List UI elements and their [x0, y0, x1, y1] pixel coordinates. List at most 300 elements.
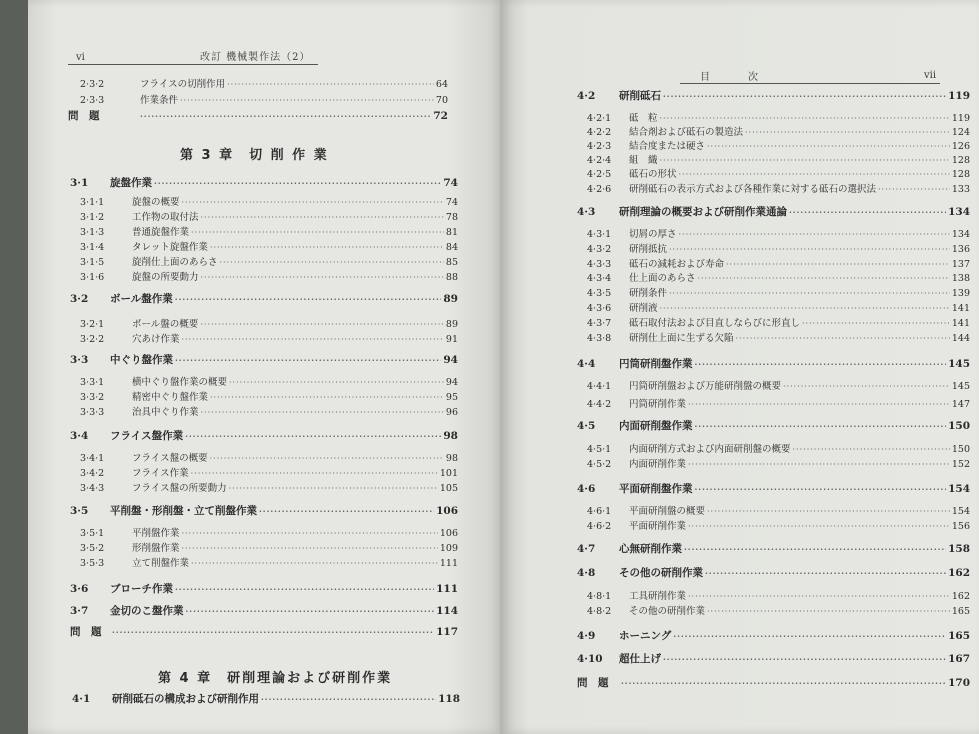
toc-entry-number: 3·3·1: [80, 377, 105, 388]
toc-entry-page: 162: [951, 591, 970, 602]
toc-entry-number: 3·5·1: [80, 528, 105, 539]
toc-entry-number: 4·10: [577, 653, 603, 665]
toc-entry: [587, 140, 970, 153]
toc-entry-title: 研削液: [629, 303, 658, 314]
toc-entry-title: ボール盤の概要: [132, 319, 199, 330]
toc-entry: [587, 590, 970, 603]
toc-entry-title: 研削理論の概要および研削作業通論: [619, 206, 787, 218]
toc-entry-number: 4·2: [577, 90, 596, 102]
toc-entry-page: 118: [438, 693, 460, 705]
toc-dot-leader: [698, 272, 950, 285]
toc-dot-leader: [140, 110, 431, 123]
toc-entry-title: 旋盤作業: [110, 177, 152, 189]
toc-entry-title: フライス盤の概要: [132, 453, 208, 464]
toc-entry-number: 3·1·2: [80, 212, 105, 223]
toc-dot-leader: [175, 583, 434, 596]
toc-entry-page: 81: [445, 227, 458, 238]
toc-entry-title: 超仕上げ: [619, 653, 661, 665]
toc-entry-page: 141: [951, 303, 970, 314]
toc-dot-leader: [182, 196, 444, 209]
toc-entry: [577, 483, 970, 496]
toc-entry-number: 4·4·1: [587, 381, 612, 392]
toc-entry: [80, 211, 458, 224]
toc-entry-title: 治具中ぐり作業: [132, 407, 199, 418]
toc-entry-page: 88: [445, 272, 458, 283]
toc-entry-title: 研削砥石の表示方式および各種作業に対する砥石の選択法: [629, 184, 877, 195]
toc-entry: [587, 126, 970, 139]
toc-dot-leader: [679, 228, 950, 241]
toc-entry-number: 4·4·2: [587, 399, 612, 410]
toc-entry-number: 4·8·1: [587, 591, 612, 602]
toc-entry-title: 研削砥石の構成および研削作用: [112, 693, 259, 705]
toc-entry: [577, 420, 970, 433]
toc-dot-leader: [688, 590, 950, 603]
toc-entry-number: 2·3·2: [80, 79, 105, 90]
toc-entry-number: 4·5: [577, 420, 596, 432]
toc-entry-title: フライス盤の所要動力: [132, 483, 227, 494]
toc-dot-leader: [669, 243, 950, 256]
toc-entry-page: 128: [951, 169, 970, 180]
toc-entry: [577, 630, 970, 643]
toc-entry-number: 4·5·2: [587, 459, 612, 470]
toc-entry-page: 101: [439, 468, 458, 479]
toc-dot-leader: [726, 258, 950, 271]
toc-entry: [587, 520, 970, 533]
toc-dot-leader: [229, 376, 444, 389]
toc-entry-page: 106: [439, 528, 458, 539]
toc-entry-number: 4·3·3: [587, 259, 612, 270]
toc-entry: [80, 406, 458, 419]
toc-entry: [587, 168, 970, 181]
toc-entry-page: 111: [436, 583, 458, 595]
toc-entry: [587, 302, 970, 315]
toc-dot-leader: [201, 406, 444, 419]
toc-dot-leader: [182, 542, 438, 555]
toc-entry-number: 4·2·6: [587, 184, 612, 195]
toc-dot-leader: [745, 126, 950, 139]
toc-entry-title: 穴あけ作業: [132, 334, 180, 345]
toc-entry-page: 109: [439, 543, 458, 554]
toc-dot-leader: [673, 630, 946, 643]
toc-dot-leader: [802, 317, 950, 330]
toc-entry: [80, 542, 458, 555]
toc-entry: [80, 333, 458, 346]
toc-dot-leader: [695, 420, 947, 433]
left-page-number: vi: [76, 52, 85, 63]
toc-entry-title: 結合度または硬さ: [629, 141, 706, 152]
toc-entry: [577, 90, 970, 103]
toc-entry: [587, 243, 970, 256]
toc-entry: [80, 271, 458, 284]
toc-dot-leader: [705, 567, 946, 580]
toc-entry-title: 精密中ぐり盤作業: [132, 392, 209, 403]
toc-entry-number: 4·3·7: [587, 318, 612, 329]
toc-entry-page: 170: [948, 677, 970, 689]
toc-dot-leader: [660, 112, 950, 125]
toc-entry-page: 78: [445, 212, 458, 223]
toc-entry: [587, 398, 970, 411]
toc-dot-leader: [736, 332, 950, 345]
toc-entry-title: 砥石取付法および目直しならびに形直し: [629, 318, 801, 329]
toc-entry-page: 133: [951, 184, 970, 195]
toc-entry-number: 4·5·1: [587, 444, 612, 455]
toc-entry-number: 3·7: [70, 605, 89, 617]
toc-dot-leader: [669, 287, 950, 300]
toc-entry-number: 3·4: [70, 430, 89, 442]
toc-dot-leader: [663, 90, 946, 103]
toc-entry-page: 139: [951, 288, 970, 299]
toc-entry-page: 70: [435, 95, 448, 106]
toc-entry-page: 111: [439, 558, 458, 569]
toc-dot-leader: [210, 391, 444, 404]
toc-dot-leader: [660, 154, 950, 167]
toc-dot-leader: [180, 94, 434, 107]
toc-dot-leader: [688, 458, 950, 471]
toc-entry: [80, 527, 458, 540]
toc-entry-page: 98: [443, 430, 458, 442]
toc-entry-number: 3·4·2: [80, 468, 105, 479]
toc-entry-title: 円筒研削盤および万能研削盤の概要: [629, 381, 782, 392]
toc-dot-leader: [663, 653, 946, 666]
toc-entry-page: 128: [951, 155, 970, 166]
toc-dot-leader: [220, 256, 444, 269]
toc-entry: [70, 293, 458, 306]
toc-dot-leader: [878, 183, 950, 196]
toc-entry: [80, 94, 448, 107]
toc-entry-page: 138: [951, 273, 970, 284]
toc-entry: [577, 206, 970, 219]
toc-entry-number: 3·5: [70, 505, 89, 517]
toc-entry-number: 4·2·1: [587, 113, 612, 124]
toc-entry: [80, 241, 458, 254]
toc-entry-number: 3·1·1: [80, 197, 105, 208]
toc-entry-title: 形削盤作業: [132, 543, 180, 554]
toc-entry-number: 3·3·3: [80, 407, 105, 418]
toc-entry: [70, 583, 458, 596]
toc-entry-title: 仕上面のあらさ: [629, 273, 696, 284]
chapter-3-heading: 第 3 章 切 削 作 業: [180, 148, 329, 163]
toc-dot-leader: [182, 333, 444, 346]
toc-entry-number: 4·2·2: [587, 127, 612, 138]
toc-entry: [80, 78, 448, 91]
toc-dot-leader: [707, 605, 950, 618]
toc-entry-page: 165: [948, 630, 970, 642]
toc-entry: [587, 287, 970, 300]
toc-entry: [80, 482, 458, 495]
toc-entry-page: 106: [436, 505, 458, 517]
toc-entry-title: 旋削仕上面のあらさ: [132, 257, 218, 268]
toc-entry-number: 3·1·3: [80, 227, 105, 238]
toc-entry-number: 4·8·2: [587, 606, 612, 617]
toc-entry: [80, 376, 458, 389]
toc-entry-title: 工作物の取付法: [132, 212, 199, 223]
toc-dot-leader: [186, 605, 435, 618]
toc-entry: [80, 196, 458, 209]
toc-entry-title: ボール盤作業: [110, 293, 173, 305]
toc-entry-number: 3·5·2: [80, 543, 105, 554]
toc-dot-leader: [227, 78, 434, 91]
toc-dot-leader: [695, 483, 947, 496]
toc-entry: [587, 505, 970, 518]
toc-entry-title: 砥石の減耗および寿命: [629, 259, 725, 270]
toc-entry-page: 150: [951, 444, 970, 455]
toc-entry-title: 内面研削方式および内面研削盤の概要: [629, 444, 791, 455]
toc-entry-number: 3·1: [70, 177, 89, 189]
toc-entry-title: その他の研削作業: [629, 606, 706, 617]
toc-entry-title: 内面研削盤作業: [619, 420, 693, 432]
toc-entry-number: 3·3: [70, 354, 89, 366]
toc-entry-number: 4·1: [72, 693, 91, 705]
toc-entry-page: 95: [445, 392, 458, 403]
toc-entry: [577, 358, 970, 371]
toc-entry-page: 119: [948, 90, 970, 102]
toc-entry-page: 96: [445, 407, 458, 418]
toc-entry-number: 問 題: [577, 677, 609, 689]
toc-dot-leader: [793, 443, 950, 456]
toc-entry: [587, 258, 970, 271]
toc-entry: [70, 505, 458, 518]
toc-entry-page: 89: [445, 319, 458, 330]
toc-entry-title: 砥石の形状: [629, 169, 677, 180]
toc-entry-number: 4·3·2: [587, 244, 612, 255]
toc-dot-leader: [210, 241, 444, 254]
toc-entry-number: 4·3: [577, 206, 596, 218]
toc-entry-number: 3·1·6: [80, 272, 105, 283]
right-header-rule: [680, 83, 940, 84]
toc-entry: [68, 110, 448, 123]
toc-entry-page: 74: [445, 197, 458, 208]
toc-entry-number: 4·3·5: [587, 288, 612, 299]
toc-entry-title: 普通旋盤作業: [132, 227, 190, 238]
toc-entry: [80, 467, 458, 480]
toc-dot-leader: [191, 557, 438, 570]
toc-dot-leader: [261, 693, 436, 706]
toc-dot-leader: [259, 505, 434, 518]
toc-entry-title: 金切のこ盤作業: [110, 605, 184, 617]
toc-entry-title: 工具研削作業: [629, 591, 687, 602]
toc-entry: [587, 317, 970, 330]
toc-entry-page: 74: [443, 177, 458, 189]
toc-entry: [70, 354, 458, 367]
toc-entry-title: 平面研削盤作業: [619, 483, 693, 495]
toc-entry-title: 切屑の厚さ: [629, 229, 677, 240]
toc-dot-leader: [201, 211, 444, 224]
toc-entry-title: 円筒研削作業: [629, 399, 687, 410]
toc-entry-page: 137: [951, 259, 970, 270]
toc-entry-number: 3·4·1: [80, 453, 105, 464]
toc-entry-page: 162: [948, 567, 970, 579]
toc-entry-page: 124: [951, 127, 970, 138]
toc-entry: [80, 452, 458, 465]
toc-entry: [70, 177, 458, 190]
toc-entry-page: 152: [951, 459, 970, 470]
toc-dot-leader: [201, 271, 444, 284]
toc-dot-leader: [229, 482, 438, 495]
toc-dot-leader: [688, 398, 950, 411]
toc-entry: [587, 183, 970, 196]
toc-dot-leader: [175, 293, 442, 306]
toc-entry: [587, 332, 970, 345]
toc-entry-title: 平面研削作業: [629, 521, 687, 532]
toc-entry-title: 立て削盤作業: [132, 558, 190, 569]
toc-entry-page: 156: [951, 521, 970, 532]
toc-entry-title: 心無研削作業: [619, 543, 682, 555]
toc-entry-title: 円筒研削盤作業: [619, 358, 693, 370]
toc-entry-title: 中ぐり盤作業: [110, 354, 173, 366]
toc-entry-title: タレット旋盤作業: [132, 242, 208, 253]
toc-entry-number: 問 題: [68, 110, 100, 122]
toc-dot-leader: [154, 177, 441, 190]
toc-entry-page: 134: [951, 229, 970, 240]
toc-entry: [577, 653, 970, 666]
toc-dot-leader: [191, 226, 444, 239]
toc-entry-title: 研削抵抗: [629, 244, 668, 255]
toc-entry: [72, 693, 460, 706]
toc-entry-number: 4·3·6: [587, 303, 612, 314]
toc-entry-number: 3·5·3: [80, 558, 105, 569]
toc-entry-page: 167: [948, 653, 970, 665]
toc-entry-number: 4·9: [577, 630, 596, 642]
toc-entry-number: 4·4: [577, 358, 596, 370]
toc-entry-page: 94: [443, 354, 458, 366]
toc-entry-number: 4·8: [577, 567, 596, 579]
toc-entry-page: 91: [445, 334, 458, 345]
toc-entry-number: 3·1·5: [80, 257, 105, 268]
toc-entry-page: 72: [433, 110, 448, 122]
toc-entry: [70, 605, 458, 618]
toc-entry-page: 141: [951, 318, 970, 329]
toc-entry-number: 4·2·3: [587, 141, 612, 152]
left-running-header: 改訂 機械製作法（2）: [200, 52, 311, 63]
toc-entry: [70, 626, 458, 639]
toc-dot-leader: [175, 354, 441, 367]
toc-entry: [587, 154, 970, 167]
toc-entry: [577, 677, 970, 690]
toc-dot-leader: [621, 677, 946, 690]
toc-entry-number: 4·2·4: [587, 155, 612, 166]
toc-entry-number: 2·3·3: [80, 95, 105, 106]
toc-entry-page: 64: [435, 79, 448, 90]
toc-entry-number: 4·7: [577, 543, 596, 555]
toc-dot-leader: [660, 302, 950, 315]
toc-entry-number: 3·6: [70, 583, 89, 595]
toc-dot-leader: [679, 168, 950, 181]
toc-dot-leader: [210, 452, 444, 465]
toc-dot-leader: [783, 380, 950, 393]
toc-entry: [587, 272, 970, 285]
toc-entry: [587, 380, 970, 393]
toc-entry-number: 4·3·1: [587, 229, 612, 240]
toc-entry-number: 4·6·1: [587, 506, 612, 517]
toc-entry-number: 4·6·2: [587, 521, 612, 532]
right-running-header: 目 次: [700, 72, 764, 83]
toc-entry-page: 85: [445, 257, 458, 268]
toc-entry: [80, 318, 458, 331]
toc-entry: [587, 228, 970, 241]
toc-dot-leader: [684, 543, 946, 556]
toc-entry-page: 165: [951, 606, 970, 617]
toc-entry: [577, 543, 970, 556]
toc-entry-number: 3·4·3: [80, 483, 105, 494]
toc-entry-page: 136: [951, 244, 970, 255]
toc-dot-leader: [191, 467, 438, 480]
toc-entry-number: 3·1·4: [80, 242, 105, 253]
toc-dot-leader: [185, 430, 441, 443]
toc-entry-title: 研削砥石: [619, 90, 661, 102]
toc-entry-page: 119: [951, 113, 970, 124]
toc-entry-number: 問 題: [70, 626, 102, 638]
toc-dot-leader: [200, 318, 444, 331]
toc-entry-number: 4·3·8: [587, 333, 612, 344]
toc-dot-leader: [789, 206, 946, 219]
toc-entry-title: フライス作業: [132, 468, 189, 479]
chapter-4-heading: 第 4 章 研削理論および研削作業: [158, 671, 393, 686]
toc-entry-page: 150: [948, 420, 970, 432]
toc-entry-title: フライスの切削作用: [140, 79, 226, 90]
toc-entry-title: 平面研削盤の概要: [629, 506, 706, 517]
toc-entry-page: 144: [951, 333, 970, 344]
toc-entry-page: 94: [445, 377, 458, 388]
toc-entry-title: 研削条件: [629, 288, 668, 299]
toc-dot-leader: [112, 626, 434, 639]
toc-entry-title: 研削仕上面に生ずる欠陥: [629, 333, 734, 344]
toc-dot-leader: [688, 520, 950, 533]
toc-entry-number: 3·2: [70, 293, 89, 305]
toc-entry-title: 内面研削作業: [629, 459, 687, 470]
toc-entry-title: 作業条件: [140, 95, 179, 106]
right-page-number: vii: [924, 70, 937, 81]
toc-entry-page: 154: [951, 506, 970, 517]
toc-entry-number: 4·3·4: [587, 273, 612, 284]
toc-entry-page: 134: [948, 206, 970, 218]
toc-entry-page: 105: [439, 483, 458, 494]
toc-entry-page: 154: [948, 483, 970, 495]
toc-entry-number: 3·3·2: [80, 392, 105, 403]
toc-entry-title: ブローチ作業: [110, 583, 173, 595]
toc-entry-title: 結合剤および砥石の製造法: [629, 127, 744, 138]
toc-entry-title: 砥 粒: [629, 113, 658, 124]
toc-entry-page: 114: [436, 605, 458, 617]
toc-entry-title: 組 織: [629, 155, 658, 166]
toc-entry-page: 147: [951, 399, 970, 410]
toc-entry: [587, 112, 970, 125]
toc-entry: [587, 605, 970, 618]
toc-dot-leader: [707, 140, 950, 153]
toc-entry-number: 3·2·2: [80, 334, 105, 345]
toc-entry-title: 横中ぐり盤作業の概要: [132, 377, 228, 388]
toc-entry-title: ホーニング: [619, 630, 672, 642]
toc-entry: [587, 458, 970, 471]
toc-entry-title: フライス盤作業: [110, 430, 184, 442]
toc-entry: [80, 557, 458, 570]
toc-entry-number: 3·2·1: [80, 319, 105, 330]
toc-entry-page: 117: [436, 626, 458, 638]
toc-entry: [70, 430, 458, 443]
toc-entry-page: 126: [951, 141, 970, 152]
toc-entry: [80, 391, 458, 404]
toc-entry: [577, 567, 970, 580]
toc-entry-title: 旋盤の所要動力: [132, 272, 199, 283]
toc-dot-leader: [182, 527, 438, 540]
toc-entry-page: 89: [443, 293, 458, 305]
toc-entry-number: 4·2·5: [587, 169, 612, 180]
right-page: [500, 0, 979, 734]
toc-entry: [587, 443, 970, 456]
toc-entry-page: 145: [951, 381, 970, 392]
toc-entry-title: 平削盤・形削盤・立て削盤作業: [110, 505, 257, 517]
toc-entry-title: その他の研削作業: [619, 567, 703, 579]
left-header-rule: [68, 64, 318, 65]
